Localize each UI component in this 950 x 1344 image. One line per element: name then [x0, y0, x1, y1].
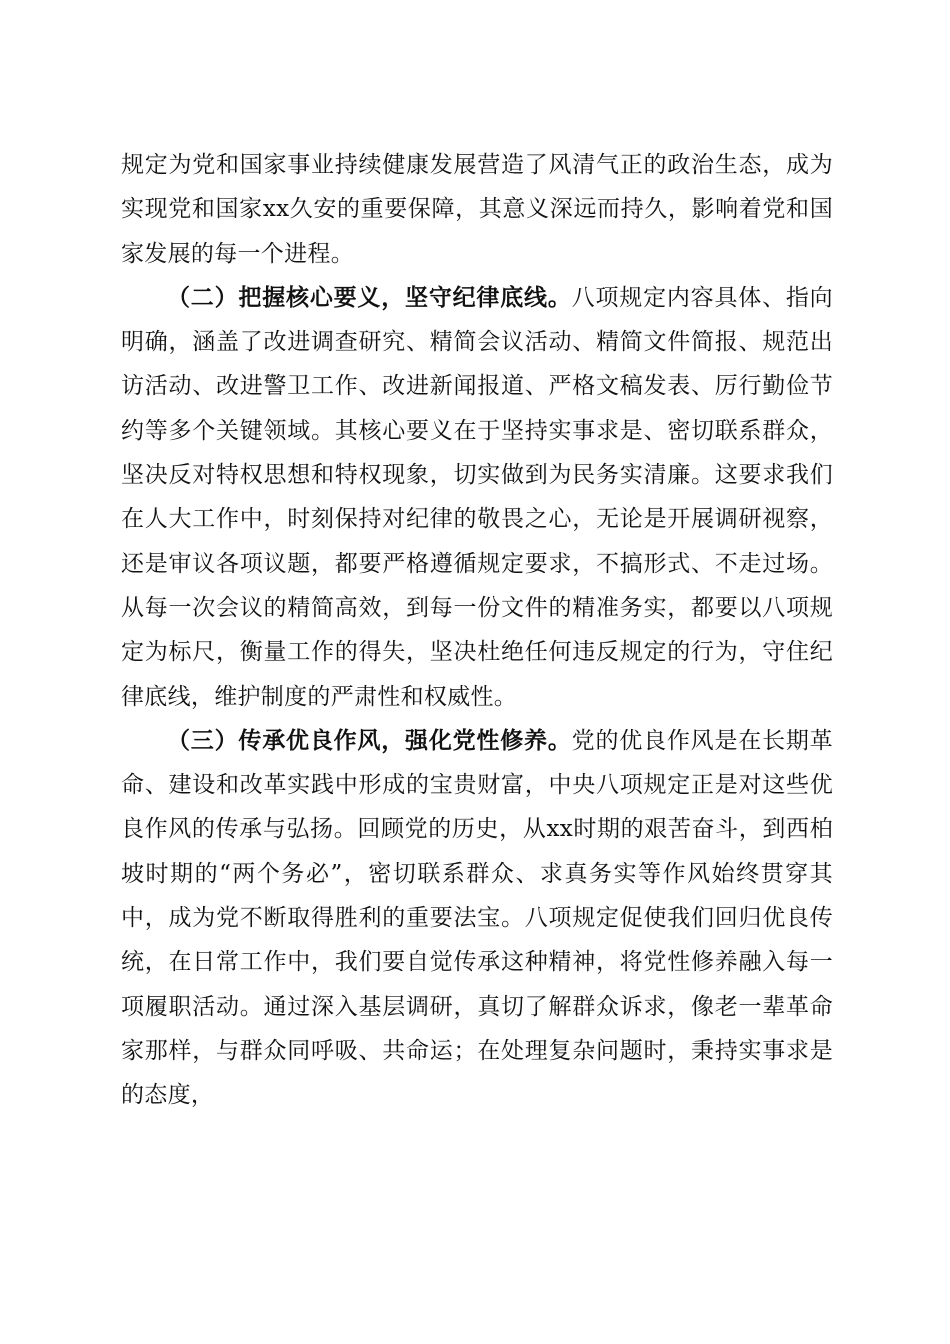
paragraph-continuation	[121, 143, 833, 276]
section-2-text: 八项规定内容具体、指向明确，涵盖了改进调查研究、精简会议活动、精简文件简报、规范出访活动、改进警卫工作、改进新闻报道、严格文稿发表、厉行勤俭节约等多个关键领域。其核心要义在于坚持实事求是、密切联系群众，坚决反对特权思想和特权现象，切实做到为民务实清廉。这要求我们在人大工作中，时刻保持对纪律的敬畏之心，无论是开展调研视察，还是审议各项议题，都要严格遵循规定要求，不搞形式、不走过场。从每一次会议的精简高效，到每一份文件的精准务实，都要以八项规定为标尺，衡量工作的得失，坚决杜绝任何违反规定的行为，守住纪律底线，维护制度的严肃性和权威性。	[121, 284, 833, 710]
paragraph-1-text: 规定为党和国家事业持续健康发展营造了风清气正的政治生态，成为实现党和国家xx久安的重要保障，其意义深远而持久，影响着党和国家发展的每一个进程。	[121, 152, 833, 267]
paragraph-section-3	[121, 719, 833, 1118]
section-3-heading: （三）传承优良作风，强化党性修养。	[167, 726, 572, 754]
section-2-heading: （二）把握核心要义，坚守纪律底线。	[167, 283, 572, 311]
paragraph-section-2	[121, 276, 833, 719]
document-body	[121, 143, 833, 1118]
section-3-text: 党的优良作风是在长期革命、建设和改革实践中形成的宝贵财富，中央八项规定正是对这些优良作风的传承与弘扬。回顾党的历史，从xx时期的艰苦奋斗，到西柏坡时期的“两个务必”，密切联系群众、求真务实等作风始终贯穿其中，成为党不断取得胜利的重要法宝。八项规定促使我们回归优良传统，在日常工作中，我们要自觉传承这种精神，将党性修养融入每一项履职活动。通过深入基层调研，真切了解群众诉求，像老一辈革命家那样，与群众同呼吸、共命运；在处理复杂问题时，秉持实事求是的态度，	[121, 727, 833, 1109]
